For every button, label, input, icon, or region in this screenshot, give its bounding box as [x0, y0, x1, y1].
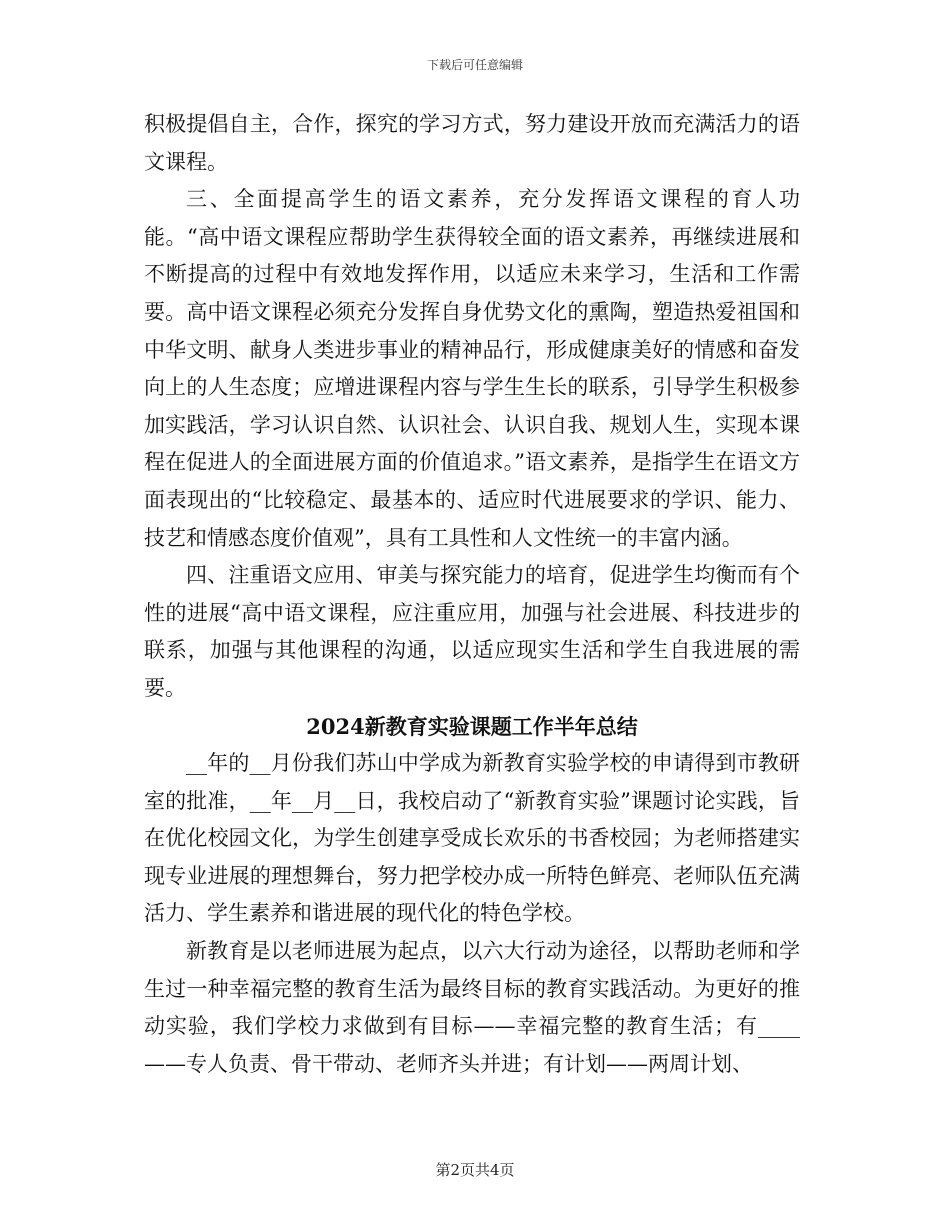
paragraph-continuation: 积极提倡自主，合作，探究的学习方式，努力建设开放而充满活力的语文课程。: [144, 112, 800, 174]
paragraph-intro: __年的__月份我们苏山中学成为新教育实验学校的申请得到市教研室的批准，__年__月__日，我校启动了“新教育实验”课题讨论实践，旨在优化校园文化，为学生创建享受成长欢乐的书香校园；为老师搭建实现专业进展的理想舞台，努力把学校办成一所特色鲜亮、老师队伍充满活力、学生素养和谐进展的现代化的特色学校。: [144, 751, 800, 926]
paragraph-section-three: 三、全面提高学生的语文素养，充分发挥语文课程的育人功能。“高中语文课程应帮助学生获得较全面的语文素养，再继续进展和不断提高的过程中有效地发挥作用，以适应未来学习，生活和工作需要。高中语文课程必须充分发挥自身优势文化的熏陶，塑造热爱祖国和中华文明、献身人类进步事业的精神品行，形成健康美好的情感和奋发向上的人生态度；应增进课程内容与学生生长的联系，引导学生积极参加实践活，学习认识自然、认识社会、认识自我、规划人生，实现本课程在促进人的全面进展方面的价值追求。”语文素养，是指学生在语文方面表现出的“比较稳定、最基本的、适应时代进展要求的学识、能力、技艺和情感态度价值观”，具有工具性和人文性统一的丰富内涵。: [144, 187, 800, 550]
section-title: 2024新教育实验课题工作半年总结: [306, 713, 638, 739]
document-body: [144, 106, 800, 1083]
page-header-note: 下载后可任意编辑: [426, 58, 523, 72]
page-number: 第2页共4页: [435, 1161, 515, 1179]
paragraph-goals: 新教育是以老师进展为起点，以六大行动为途径，以帮助老师和学生过一种幸福完整的教育生活为最终目标的教育实践活动。为更好的推动实验，我们学校力求做到有目标——幸福完整的教育生活；有____——专人负责、骨干带动、老师齐头并进；有计划——两周计划、: [144, 939, 800, 1076]
paragraph-section-four: 四、注重语文应用、审美与探究能力的培育，促进学生均衡而有个性的进展“高中语文课程，应注重应用，加强与社会进展、科技进步的联系，加强与其他课程的沟通，以适应现实生活和学生自我进展的需要。: [144, 563, 800, 700]
